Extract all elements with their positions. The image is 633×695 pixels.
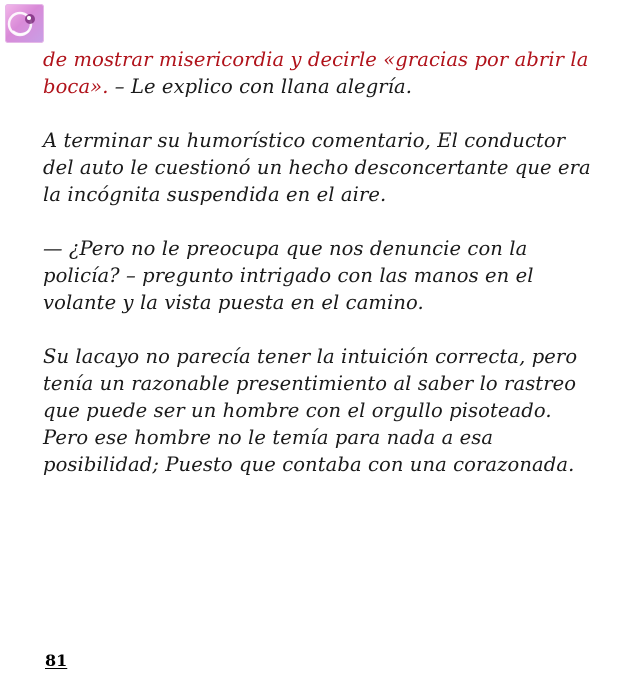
publisher-logo-icon [5, 4, 44, 43]
paragraph-2: A terminar su humorístico comentario, El conductor del auto le cuestionó un hecho desconcertante que era la incógnita suspendida en el aire. [43, 129, 591, 206]
paragraph-3-dialogue: — ¿Pero no le preocupa que nos denuncie con la policía? – pregunto intrigado con las manos en el volante y la vista puesta en el camino. [43, 237, 534, 314]
paragraph-5: Pero ese hombre no le temía para nada a esa posibilidad; Puesto que contaba con una corazonada. [43, 426, 575, 476]
paragraph-4: Su lacayo no parecía tener la intuición correcta, pero tenía un razonable presentimiento al saber lo rastreo que puede ser un hombre con el orgullo pisoteado. [43, 345, 578, 422]
page-number: 81 [45, 651, 68, 670]
page-body-text [43, 46, 598, 478]
highlighted-quote: de mostrar misericordia y decirle «gracias por abrir la boca». [43, 48, 589, 98]
paragraph-1-text: – Le explico con llana alegría. [108, 75, 413, 98]
paragraph-1 [43, 46, 598, 100]
